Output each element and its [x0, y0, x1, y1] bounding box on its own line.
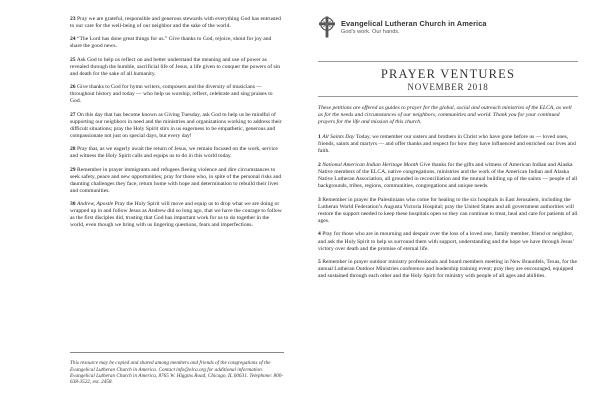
title-divider-top: [318, 61, 578, 62]
intro-text: These petitions are offered as guides to prayer for the global, social and outreach ministries of the ELCA, as well as for the needs and circumstances of our neighbors, communities and world. Thank you for your continued prayers for the life and mission of this church.: [318, 105, 572, 126]
entry-30: 30 Andrew, Apostle Pray the Holy Spirit will move and equip us to drop what we are doing or wrapped up in and follow Jesus as Andrew did so long ago, that we have the courage to follow as the first disciples did, trusting that God has important work for us to do together in the world, even though we bring with us lingering questions, fears and imperfections.: [70, 201, 282, 229]
page-subtitle: NOVEMBER 2018: [407, 82, 489, 92]
entry-1: 1 All Saints Day Today, we remember our sisters and brothers in Christ who have gone before us — loved ones, friends, saints and martyrs — and offer thanks and respect for how they have influenced and enriched our lives and faith.: [318, 134, 576, 155]
org-text: [341, 19, 487, 35]
entry-26: 26 Give thanks to God for hymn writers, composers and the diversity of musicians — throughout history and today — who help us worship, reflect, celebrate and sing praises to God.: [70, 84, 273, 105]
footer-note: This resource may be copied and shared among members and friends of the congregations of the Evangelical Lutheran Church in America. Contact info@elca.org for additional information. Evangelical Lutheran Church in America, 8765 W. Higgins Road, Chicago, IL 60631. Telephone: 800-638-3522, ext. 2458.: [70, 360, 284, 386]
org-logo: [318, 14, 578, 40]
left-column: [70, 16, 284, 236]
elca-cross-icon: [318, 16, 336, 38]
entry-3: 3 Remember in prayer the Palestinians who come for healing to the six hospitals in East Jerusalem, including the Lutheran World Federation’s Augusta Victoria Hospital; pray the United States and all government authorities will restore the support needed to keep these hospitals open so they can continue to treat, heal and care for patients of all ages.: [318, 196, 578, 224]
org-tagline: God’s work. Our hands.: [341, 29, 400, 35]
entry-2: 2 National American Indian Heritage Month Give thanks for the gifts and witness of American Indian and Alaska Native members of the ELCA, native congregations, ministries and the work of the American Indian and Alaska Native Lutheran Association, all grounded in reconciliation and the mutual building up of the saints — people of all backgrounds, tribes, regions, communities, congregations and unique needs.: [318, 161, 578, 190]
entry-29: 29 Remember in prayer immigrants and refugees fleeing violence and dire circumstances to seek safety, peace and new opportunities; pray for those who, in spite of the personal risks and daunting challenges they face, return home with hope and determination to rebuild their lives and communities.: [70, 166, 282, 194]
title-divider-bottom: [318, 96, 578, 97]
right-column: [318, 14, 578, 287]
entry-27: 27 On this day that has become known as Giving Tuesday, ask God to help us be mindful of supporting our neighbors in need and the ministries and organizations working to address their difficult situations; pray the Holy Spirit stirs in us eagerness to be empathetic, generous and compassionate not just on special days, but every day!: [70, 111, 282, 139]
entry-23: 23 Pray we are grateful, responsible and generous stewards with everything God has entrusted to our care for the well-being of our neighbor and the sake of the world.: [70, 16, 281, 30]
org-name: Evangelical Lutheran Church in America: [341, 19, 487, 28]
entry-4: 4 Pray for those who are in mourning and despair over the loss of a loved one, family member, friend or neighbor, and ask the Holy Spirit to help us surround them with support, understanding and the hope we have through Jesus’ victory over death and the promise of eternal life.: [318, 231, 574, 252]
footer-divider: [70, 352, 284, 353]
entry-5: 5 Remember in prayer outdoor ministry professionals and board members meeting in New Braunfels, Texas, for the annual Lutheran Outdoor Ministries conference and leadership training event; pray they are encouraged, equipped and sustained through each other and the Holy Spirit for ministry with people of all ages and abilities.: [318, 259, 577, 280]
entry-25: 25 Ask God to help us reflect on and better understand the meaning and use of power as revealed through the humble, sacrificial life of Jesus, a life given to conquer the powers of sin and death for the sake of all humanity.: [70, 56, 281, 77]
page-title: PRAYER VENTURES: [380, 67, 516, 81]
entry-24: 24 “The Lord has done great things for us.” Give thanks to God, rejoice, shout for joy and share the good news.: [70, 36, 272, 50]
entry-28: 28 Pray that, as we eagerly await the return of Jesus, we remain focused on the work, service and witness the Holy Spirit calls and equips us to do in this world today.: [70, 146, 278, 160]
